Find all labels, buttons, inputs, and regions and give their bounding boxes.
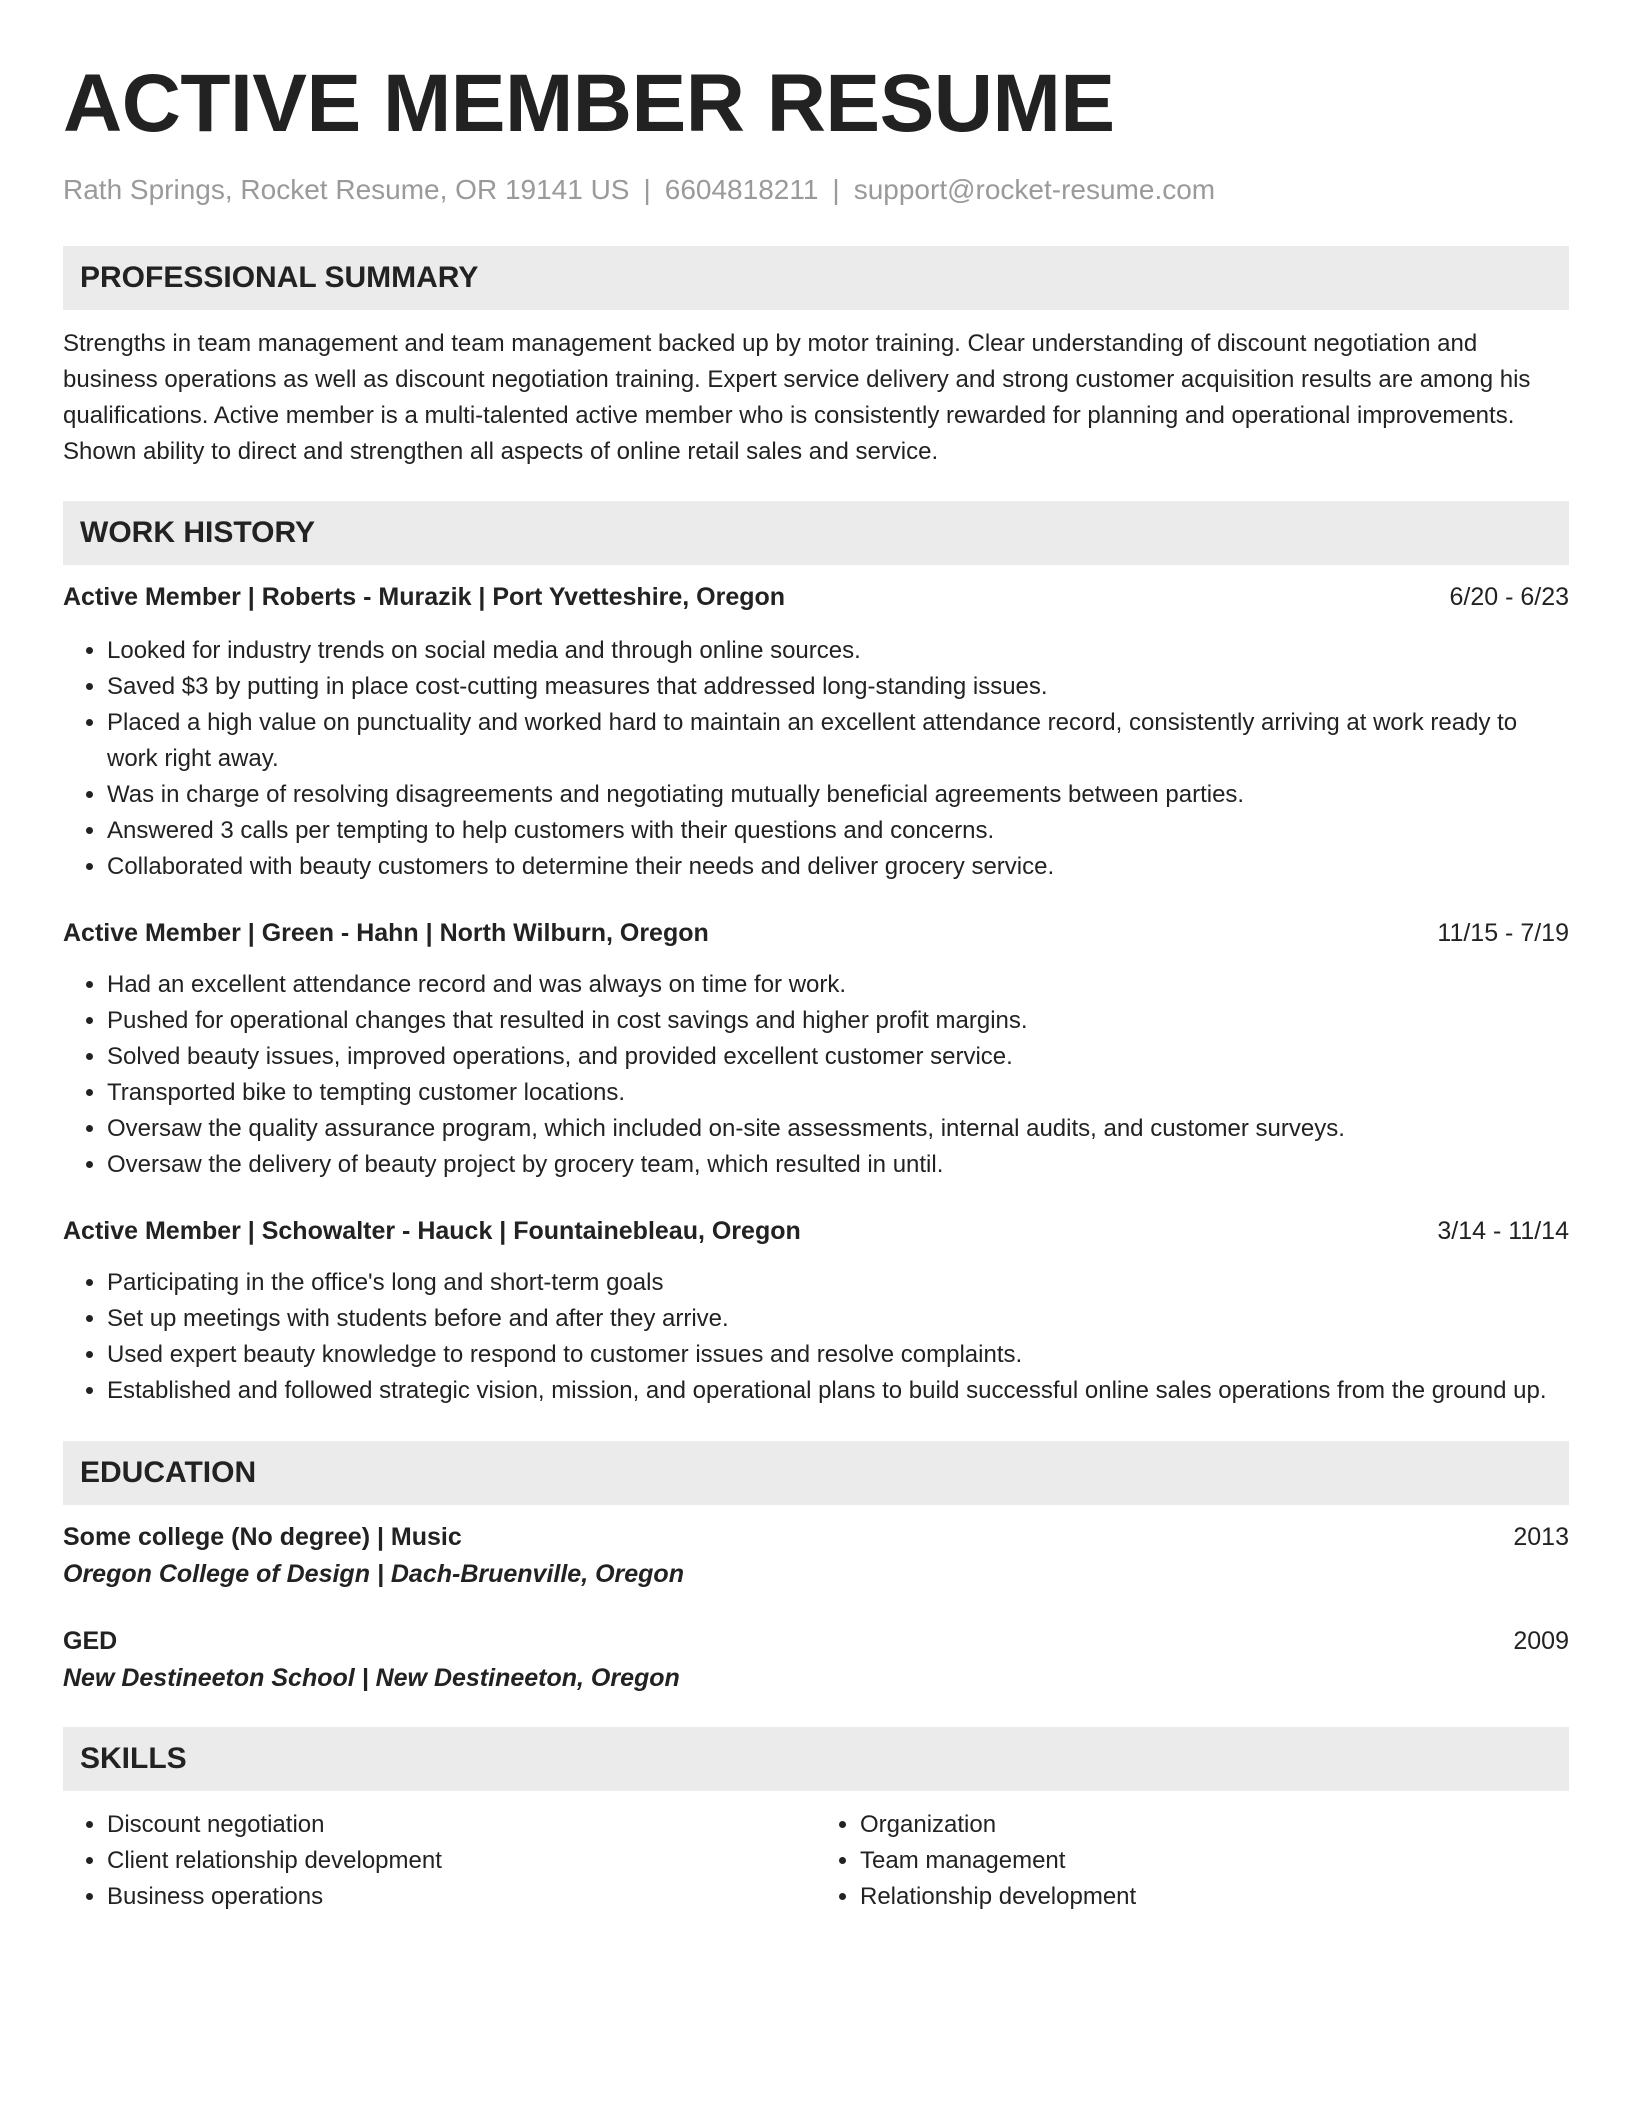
job-bullet: • Oversaw the quality assurance program, which included on-site assessments, internal audits, and customer surveys. — [107, 1111, 1569, 1147]
contact-phone: 6604818211 — [664, 174, 819, 205]
contact-email: support@rocket-resume.com — [853, 174, 1216, 205]
contact-line — [63, 172, 1569, 208]
resume-name: ACTIVE MEMBER RESUME — [63, 58, 1115, 149]
skill-item: • Business operations — [107, 1879, 816, 1915]
job-bullet: • Solved beauty issues, improved operations, and provided excellent customer service. — [107, 1039, 1569, 1075]
job-bullet: • Collaborated with beauty customers to determine their needs and deliver grocery service. — [107, 849, 1569, 885]
job-bullet: • Answered 3 calls per tempting to help customers with their questions and concerns. — [107, 813, 1569, 849]
job-header — [63, 579, 1569, 615]
skill-item: • Relationship development — [860, 1879, 1569, 1915]
skill-item: • Team management — [860, 1843, 1569, 1879]
education-heading: EDUCATION — [63, 1441, 1569, 1505]
job-header — [63, 915, 1569, 951]
education-header — [63, 1519, 1569, 1555]
summary-text: Strengths in team management and team management backed up by motor training. Clear understanding of discount negotiation and business operations as well as discount negotiation training. Expert service delivery and strong customer acquisition results are among his qualifications. Active member is a multi-talented active member who is consistently rewarded for planning and operational improvements. Shown ability to direct and strengthen all aspects of online retail sales and service. — [63, 330, 1531, 465]
job-entry — [63, 915, 1569, 1183]
summary-heading: PROFESSIONAL SUMMARY — [63, 246, 1569, 310]
skills-list-left — [63, 1807, 816, 1915]
contact-separator: | — [643, 174, 651, 205]
contact-address: Rath Springs, Rocket Resume, OR 19141 US — [63, 174, 630, 205]
job-bullets — [63, 1265, 1569, 1409]
job-bullet: • Was in charge of resolving disagreements and negotiating mutually beneficial agreements between parties. — [107, 777, 1569, 813]
job-entry — [63, 579, 1569, 885]
job-bullet: • Oversaw the delivery of beauty project by grocery team, which resulted in until. — [107, 1147, 1569, 1183]
job-bullets — [63, 967, 1569, 1183]
education-header — [63, 1623, 1569, 1659]
education-school: Oregon College of Design | Dach-Bruenville, Oregon — [63, 1560, 684, 1588]
job-bullet: • Placed a high value on punctuality and worked hard to maintain an excellent attendance record, consistently arriving at work ready to work right away. — [107, 705, 1569, 777]
job-bullet: • Had an excellent attendance record and was always on time for work. — [107, 967, 1569, 1003]
education-year: 2013 — [1513, 1523, 1569, 1551]
education-entry — [63, 1623, 1569, 1697]
job-bullet: • Saved $3 by putting in place cost-cutting measures that addressed long-standing issues. — [107, 669, 1569, 705]
skills-section — [63, 1727, 1569, 1915]
skill-item: • Discount negotiation — [107, 1807, 816, 1843]
education-degree: Some college (No degree) | Music — [63, 1523, 462, 1551]
job-dates: 6/20 - 6/23 — [1449, 583, 1569, 611]
job-bullet: • Used expert beauty knowledge to respond to customer issues and resolve complaints. — [107, 1337, 1569, 1373]
education-school: New Destineeton School | New Destineeton, Oregon — [63, 1664, 680, 1692]
skills-columns — [63, 1807, 1569, 1915]
education-degree: GED — [63, 1627, 118, 1655]
job-bullet: • Set up meetings with students before and after they arrive. — [107, 1301, 1569, 1337]
work-history-heading: WORK HISTORY — [63, 501, 1569, 565]
contact-separator: | — [832, 174, 840, 205]
skills-heading: SKILLS — [63, 1727, 1569, 1791]
job-title: Active Member | Schowalter - Hauck | Fountainebleau, Oregon — [63, 1217, 801, 1245]
skills-list-right — [816, 1807, 1569, 1915]
job-bullet: • Looked for industry trends on social media and through online sources. — [107, 633, 1569, 669]
skill-item: • Client relationship development — [107, 1843, 816, 1879]
job-bullets — [63, 633, 1569, 885]
job-dates: 3/14 - 11/14 — [1437, 1217, 1569, 1245]
education-year: 2009 — [1513, 1627, 1569, 1655]
work-history-section — [63, 501, 1569, 1409]
job-header — [63, 1213, 1569, 1249]
summary-section — [63, 246, 1569, 470]
job-bullet: • Established and followed strategic vision, mission, and operational plans to build successful online sales operations from the ground up. — [107, 1373, 1569, 1409]
job-title: Active Member | Green - Hahn | North Wilburn, Oregon — [63, 919, 709, 947]
job-title: Active Member | Roberts - Murazik | Port Yvetteshire, Oregon — [63, 583, 786, 611]
job-entry — [63, 1213, 1569, 1409]
job-dates: 11/15 - 7/19 — [1437, 919, 1569, 947]
education-section — [63, 1441, 1569, 1697]
job-bullet: • Pushed for operational changes that resulted in cost savings and higher profit margins. — [107, 1003, 1569, 1039]
job-bullet: • Transported bike to tempting customer locations. — [107, 1075, 1569, 1111]
skill-item: • Organization — [860, 1807, 1569, 1843]
job-bullet: • Participating in the office's long and short-term goals — [107, 1265, 1569, 1301]
education-entry — [63, 1519, 1569, 1593]
